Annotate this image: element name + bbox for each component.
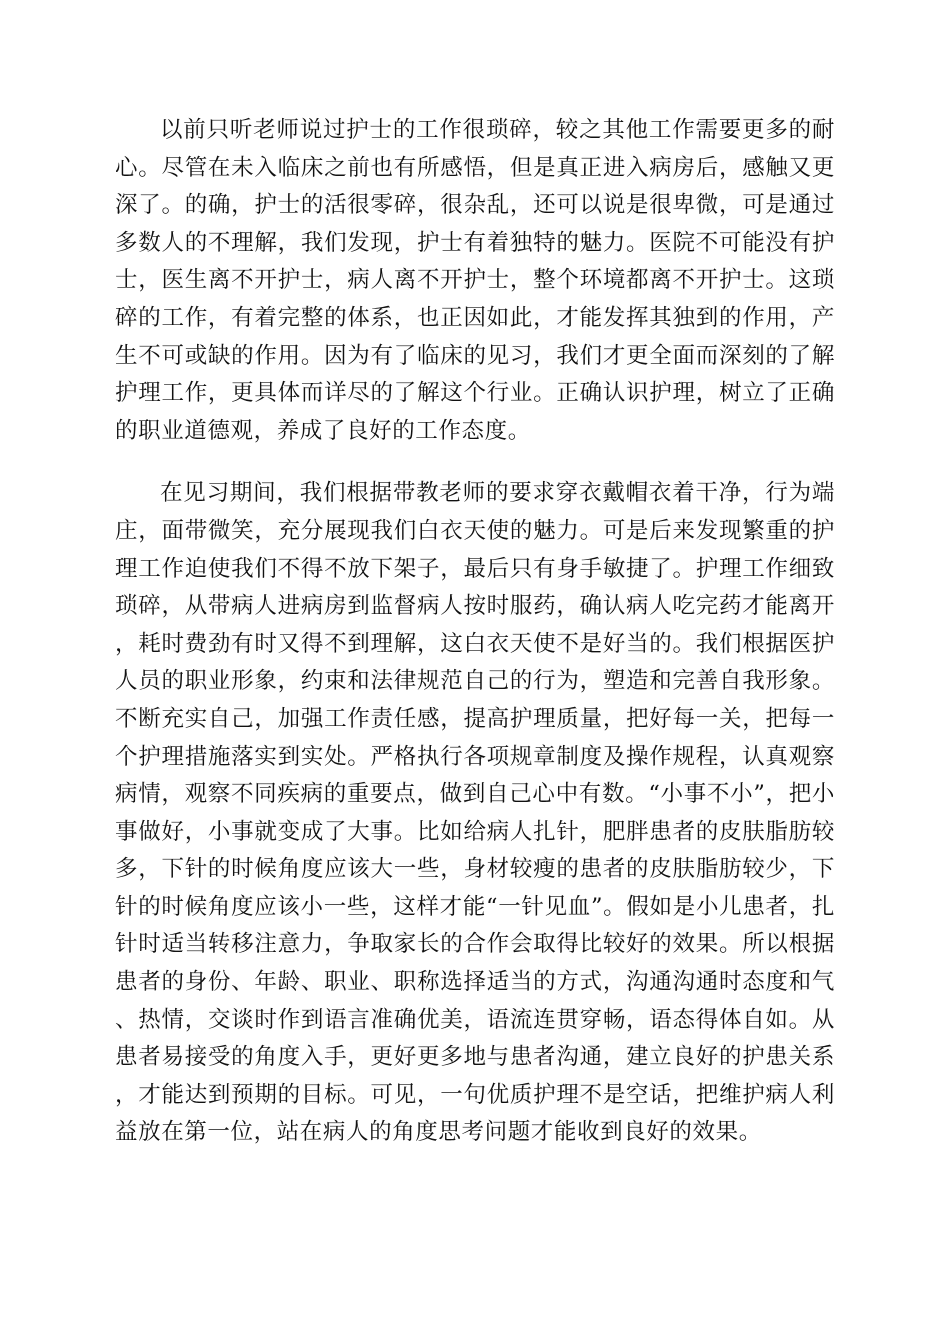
- paragraph-2: 在见习期间，我们根据带教老师的要求穿衣戴帽衣着干净，行为端庄，面带微笑，充分展现我们白衣天使的魅力。可是后来发现繁重的护理工作迫使我们不得不放下架子，最后只有身手敏捷了。护理工作细致琐碎，从带病人进病房到监督病人按时服药，确认病人吃完药才能离开，耗时费劲有时又得不到理解，这白衣天使不是好当的。我们根据医护人员的职业形象，约束和法律规范自己的行为，塑造和完善自我形象。不断充实自己，加强工作责任感，提高护理质量，把好每一关，把每一个护理措施落实到实处。严格执行各项规章制度及操作规程，认真观察病情，观察不同疾病的重要点，做到自己心中有数。“小事不小”，把小事做好，小事就变成了大事。比如给病人扎针，肥胖患者的皮肤脂肪较多，下针的时候角度应该大一些，身材较瘦的患者的皮肤脂肪较少，下针的时候角度应该小一些，这样才能“一针见血”。假如是小儿患者，扎针时适当转移注意力，争取家长的合作会取得比较好的效果。所以根据患者的身份、年龄、职业、职称选择适当的方式，沟通沟通时态度和气、热情，交谈时作到语言准确优美，语流连贯穿畅，语态得体自如。从患者易接受的角度入手，更好更多地与患者沟通，建立良好的护患关系，才能达到预期的目标。可见，一句优质护理不是空话，把维护病人利益放在第一位，站在病人的角度思考问题才能收到良好的效果。: [115, 480, 835, 1146]
- paragraph-1: 以前只听老师说过护士的工作很琐碎，较之其他工作需要更多的耐心。尽管在未入临床之前也有所感悟，但是真正进入病房后，感触又更深了。的确，护士的活很零碎，很杂乱，还可以说是很卑微，可是通过多数人的不理解，我们发现，护士有着独特的魅力。医院不可能没有护士，医生离不开护士，病人离不开护士，整个环境都离不开护士。这琐碎的工作，有着完整的体系，也正因如此，才能发挥其独到的作用，产生不可或缺的作用。因为有了临床的见习，我们才更全面而深刻的了解护理工作，更具体而详尽的了解这个行业。正确认识护理，树立了正确的职业道德观，养成了良好的工作态度。: [115, 117, 835, 444]
- document-body: [115, 112, 835, 1152]
